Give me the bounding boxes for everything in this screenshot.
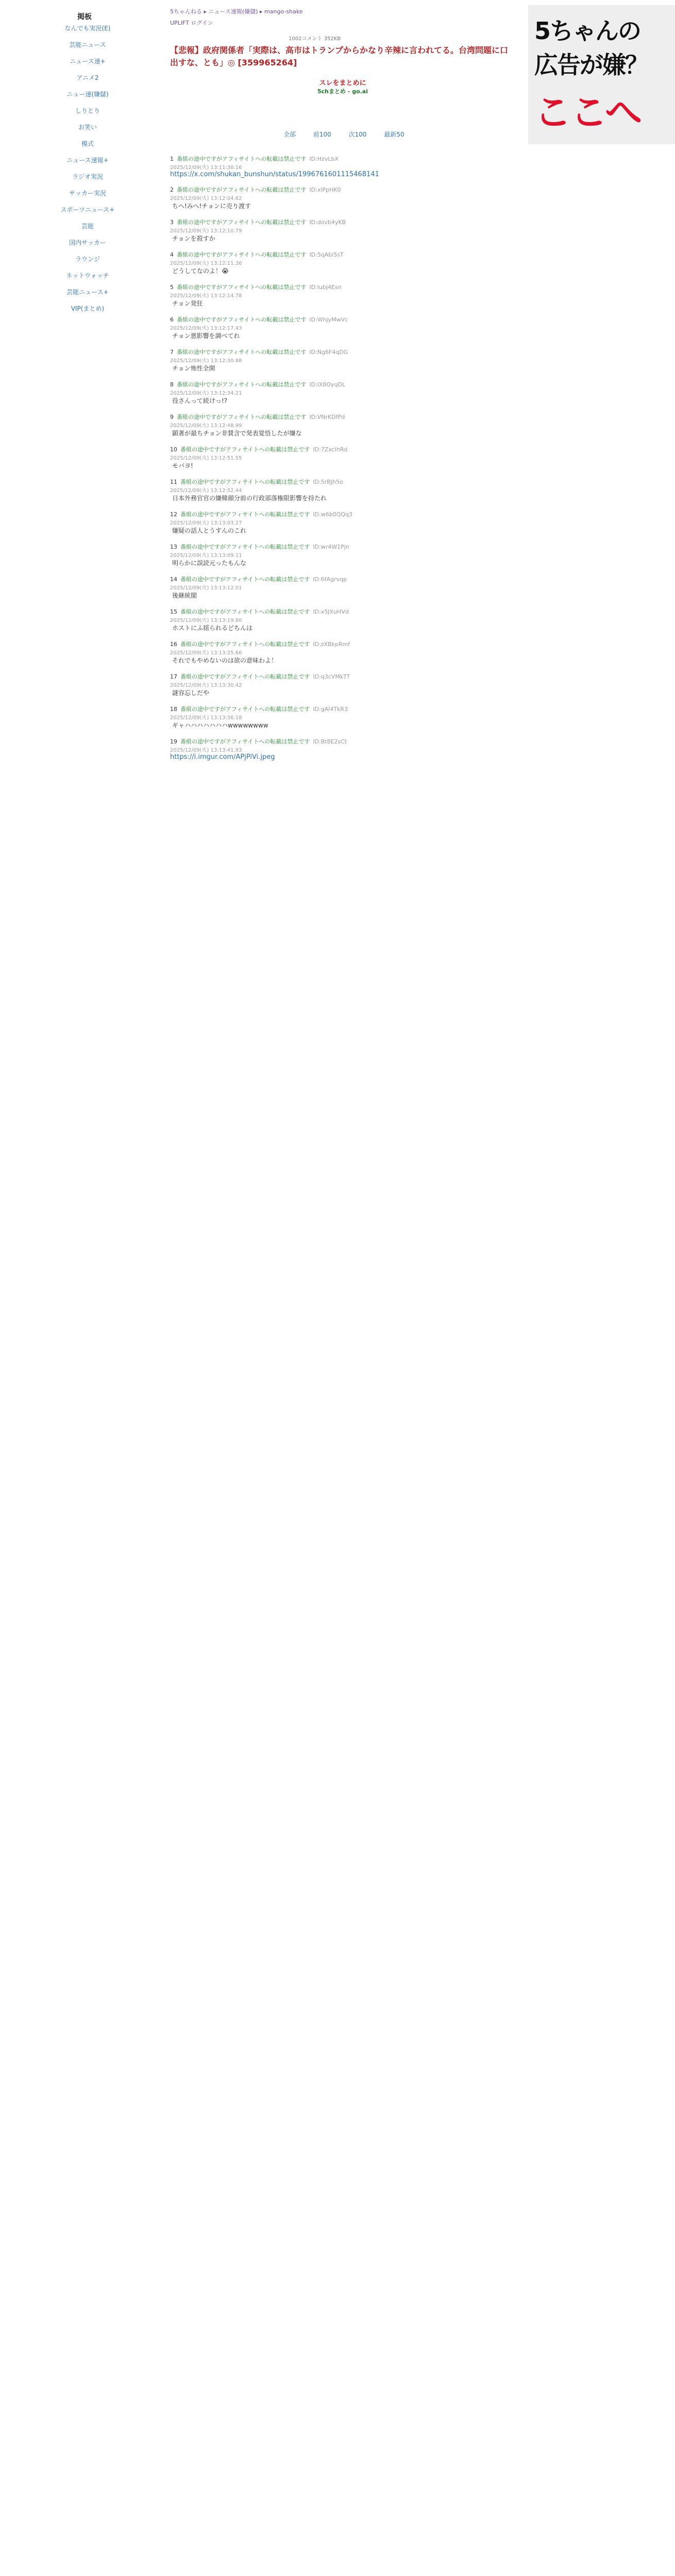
post-header: [170, 640, 518, 648]
post-header: [170, 155, 518, 163]
post-timestamp: 2025/12/09(火) 13:13:25.66: [170, 650, 242, 656]
thread-main: [170, 0, 518, 2576]
post-timestamp: 2025/12/09(火) 13:13:41.93: [170, 748, 242, 753]
post-number[interactable]: 7: [170, 349, 174, 355]
post-timestamp: 2025/12/09(火) 13:12:11.36: [170, 261, 242, 266]
post-number[interactable]: 3: [170, 219, 174, 226]
post-timestamp: 2025/12/09(火) 13:12:51.55: [170, 455, 242, 461]
post-body: 顕著が最ちチョン非賛含で発表覚悟したが嫌な: [172, 430, 302, 437]
post-header: [170, 315, 518, 324]
tab-prev100[interactable]: 前100: [313, 131, 331, 138]
post: [170, 510, 518, 535]
post-author: 番組の途中ですがアフィサイトへの転載は禁止です: [180, 608, 310, 615]
post-id[interactable]: ID:Iubj4Esn: [309, 284, 342, 291]
board-link[interactable]: しりとり: [75, 107, 100, 114]
post-author: 番組の途中ですがアフィサイトへの転載は禁止です: [177, 156, 307, 162]
post-author: 番組の途中ですがアフィサイトへの転載は禁止です: [177, 284, 307, 291]
post-number[interactable]: 19: [170, 738, 177, 745]
banner-text-3: ここへ: [534, 91, 642, 134]
board-link[interactable]: 模式: [81, 140, 94, 147]
post-id[interactable]: ID:5rBJh5o: [313, 479, 343, 485]
post-header: [170, 413, 518, 421]
post-timestamp: 2025/12/09(火) 13:12:52.44: [170, 488, 242, 494]
post-number[interactable]: 12: [170, 511, 177, 518]
post: [170, 672, 518, 698]
post-body: ちへ!みへ!チョンに売り渡す: [172, 202, 251, 210]
board-link[interactable]: お笑い: [78, 124, 97, 131]
post-id[interactable]: ID:lX8OyqDL: [309, 381, 346, 388]
post-timestamp: 2025/12/09(火) 13:12:48.99: [170, 423, 242, 429]
post: [170, 640, 518, 665]
post-number[interactable]: 5: [170, 284, 174, 291]
post-number[interactable]: 17: [170, 673, 177, 680]
post: [170, 575, 518, 600]
board-link[interactable]: サッカー実況: [69, 190, 106, 197]
board-link[interactable]: VIP(まとめ): [71, 305, 105, 312]
post-body: 明らかに誤読元ったもんな: [172, 560, 247, 567]
post: [170, 445, 518, 470]
post-body: それでもやめないのは欲の意味わよ！: [172, 657, 278, 664]
post-header: [170, 445, 518, 453]
post-number[interactable]: 4: [170, 251, 174, 258]
post-timestamp: 2025/12/09(火) 13:12:34.21: [170, 391, 242, 396]
post-number[interactable]: 9: [170, 414, 174, 420]
post-link[interactable]: https://x.com/shukan_bunshun/status/1996761601115468141: [170, 171, 379, 178]
post-timestamp: 2025/12/09(火) 13:13:36.18: [170, 715, 242, 721]
post-body: ギャハハハハハハハwwwwwwww: [172, 722, 268, 729]
promo-line1: スレをまとめに: [319, 79, 366, 87]
post-timestamp: 2025/12/09(火) 13:13:09.11: [170, 553, 242, 558]
post-author: 番組の途中ですがアフィサイトへの転載は禁止です: [180, 511, 310, 518]
post-number[interactable]: 1: [170, 156, 174, 162]
post-author: 番組の途中ですがアフィサイトへの転載は禁止です: [180, 673, 310, 680]
post-number[interactable]: 18: [170, 706, 177, 713]
post-body: 後継統閣: [172, 592, 197, 599]
post-id[interactable]: ID:WhjyMwVc: [309, 316, 348, 323]
post-timestamp: 2025/12/09(火) 13:12:04.62: [170, 196, 242, 201]
right-column: [518, 0, 675, 2576]
post-body: チョン発狂: [172, 300, 203, 307]
post-number[interactable]: 2: [170, 187, 174, 193]
post-number[interactable]: 11: [170, 479, 177, 485]
post-author: 番組の途中ですがアフィサイトへの転載は禁止です: [180, 479, 310, 485]
post: [170, 348, 518, 373]
post-timestamp: 2025/12/09(火) 13:13:30.42: [170, 683, 242, 688]
post-header: [170, 283, 518, 291]
left-sidebar: [0, 0, 170, 2576]
board-link[interactable]: ネットウォッチ: [66, 272, 109, 279]
post-id[interactable]: ID:xlPpHK0: [309, 187, 341, 193]
post-header: [170, 575, 518, 583]
thread-title: 【悲報】政府関係者「実際は、高市はトランプからかなり辛辣に言われてる。台湾問題に口出すな、とも」◎ [359965264]: [170, 45, 509, 67]
post-body: チョンを殺すか: [172, 235, 215, 242]
sidebar-title: 掲板: [77, 13, 92, 21]
post-header: [170, 737, 518, 745]
board-link[interactable]: ラウンジ: [75, 256, 100, 263]
post-author: 番組の途中ですがアフィサイトへの転載は禁止です: [180, 738, 310, 745]
post-number[interactable]: 16: [170, 641, 177, 648]
post-list: [170, 155, 518, 768]
post-id[interactable]: ID:zXBkpRmf: [313, 641, 350, 648]
post: [170, 283, 518, 308]
post-author: 番組の途中ですがアフィサイトへの転載は禁止です: [177, 316, 307, 323]
post-header: [170, 380, 518, 388]
post-body: 役さんって続けっ!?: [172, 397, 228, 404]
post-number[interactable]: 13: [170, 544, 177, 550]
post-timestamp: 2025/12/09(火) 13:12:17.43: [170, 326, 242, 331]
post-header: [170, 705, 518, 713]
post-author: 番組の途中ですがアフィサイトへの転載は禁止です: [180, 446, 310, 453]
post-id[interactable]: ID:7ZxcIhRd: [313, 446, 348, 453]
board-link[interactable]: 芸能ニュース+: [66, 289, 109, 296]
post-number[interactable]: 15: [170, 608, 177, 615]
board-link[interactable]: ニュース速+: [70, 58, 106, 65]
post-header: [170, 543, 518, 551]
post: [170, 250, 518, 276]
post-author: 番組の途中ですがアフィサイトへの転載は禁止です: [177, 187, 307, 193]
post-author: 番組の途中ですがアフィサイトへの転載は禁止です: [177, 251, 307, 258]
post: [170, 155, 518, 178]
tab-latest50[interactable]: 最新50: [384, 131, 404, 138]
post-body: チョン怖性全開: [172, 365, 215, 372]
ad-banner[interactable]: [528, 5, 675, 144]
board-link[interactable]: 芸能ニュース: [69, 41, 106, 48]
post-header: [170, 672, 518, 681]
post-author: 番組の途中ですがアフィサイトへの転載は禁止です: [180, 544, 310, 550]
post-number[interactable]: 6: [170, 316, 174, 323]
board-link[interactable]: スポーツニュース+: [60, 206, 115, 213]
post-author: 番組の途中ですがアフィサイトへの転載は禁止です: [177, 414, 307, 420]
post: [170, 315, 518, 341]
promo-line2: 5chまとめ - go.ai: [317, 88, 368, 95]
post: [170, 478, 518, 503]
post-id[interactable]: ID:VNrKDfPd: [309, 414, 345, 420]
post-id[interactable]: ID:gAl4TkR3: [313, 706, 348, 713]
post: [170, 607, 518, 633]
post-id[interactable]: ID:x5JXuHVd: [313, 608, 349, 615]
post-id[interactable]: ID:q3cVMkTT: [313, 673, 350, 680]
post: [170, 218, 518, 243]
post-id[interactable]: ID:5qAbi5sT: [309, 251, 344, 258]
post-id[interactable]: ID:dovb4yKB: [309, 219, 346, 226]
post-header: [170, 607, 518, 616]
board-list: [57, 24, 119, 320]
post-author: 番組の途中ですがアフィサイトへの転載は禁止です: [177, 349, 307, 355]
post-number[interactable]: 14: [170, 576, 177, 583]
post-id[interactable]: ID:Bt8E2sCt: [313, 738, 347, 745]
post: [170, 705, 518, 730]
post: [170, 737, 518, 761]
matome-promo[interactable]: [273, 77, 412, 102]
post-author: 番組の途中ですがアフィサイトへの転載は禁止です: [177, 381, 307, 388]
post-id[interactable]: ID:HzvLbX: [309, 156, 339, 162]
thread-stats: 1002コメント 352KB: [289, 36, 341, 42]
post-header: [170, 510, 518, 518]
post-timestamp: 2025/12/09(火) 13:13:19.80: [170, 618, 242, 623]
post-header: [170, 250, 518, 259]
post-body: 日本外務官官の嫌韓顔分前の行政部落権限影響を持たれ: [172, 495, 327, 502]
post: [170, 185, 518, 211]
post-header: [170, 218, 518, 226]
post-timestamp: 2025/12/09(火) 13:12:30.88: [170, 358, 242, 364]
board-link[interactable]: ニュー速(嫌儲): [66, 91, 109, 98]
board-link[interactable]: アニメ2: [76, 74, 99, 81]
post-number[interactable]: 10: [170, 446, 177, 453]
post-header: [170, 185, 518, 194]
post-header: [170, 348, 518, 356]
post-timestamp: 2025/12/09(火) 13:13:03.27: [170, 520, 242, 526]
post-id[interactable]: ID:wr4W1Pjn: [313, 544, 349, 550]
breadcrumb[interactable]: 5ちゃんねる ▸ ニュース速報(嫌儲) ▸ mango-shake: [170, 8, 303, 15]
board-link[interactable]: ニュース速報+: [66, 157, 109, 164]
post-timestamp: 2025/12/09(火) 13:12:10.79: [170, 228, 242, 234]
post-link[interactable]: https://i.imgur.com/APjPiVi.jpeg: [170, 753, 275, 761]
post-body: チョン悪影響を調べてれ: [172, 332, 240, 340]
post-timestamp: 2025/12/09(火) 13:11:30.16: [170, 165, 242, 171]
post-body: ホストにふ揺られるどちんは: [172, 624, 253, 632]
tab-next100[interactable]: 次100: [348, 131, 367, 138]
board-link[interactable]: ラジオ実況: [72, 173, 103, 180]
post: [170, 380, 518, 405]
post-id[interactable]: ID:6fAgrvqp: [313, 576, 347, 583]
post-author: 番組の途中ですがアフィサイトへの転載は禁止です: [177, 219, 307, 226]
post-id[interactable]: ID:w6b0QQq3: [313, 511, 353, 518]
board-link[interactable]: 芸能: [81, 223, 94, 230]
post-timestamp: 2025/12/09(火) 13:12:14.78: [170, 293, 242, 299]
post-author: 番組の途中ですがアフィサイトへの転載は禁止です: [180, 641, 310, 648]
tab-all[interactable]: 全部: [283, 131, 296, 138]
login-link[interactable]: UPLIFT ログイン: [170, 20, 213, 26]
post: [170, 413, 518, 438]
board-link[interactable]: なんでも実況(E): [64, 25, 111, 32]
post-body: どうしてなのよ！😭: [172, 267, 229, 275]
post-timestamp: 2025/12/09(火) 13:13:12.01: [170, 585, 242, 591]
post-id[interactable]: ID:Ng6F4qDG: [309, 349, 348, 355]
post-author: 番組の途中ですがアフィサイトへの転載は禁止です: [180, 706, 310, 713]
post-body: 嫌疑の話人とうすんのこれ: [172, 527, 247, 534]
banner-text-1: 5ちゃんの: [534, 17, 641, 45]
page-tabs: [283, 130, 420, 139]
post-header: [170, 478, 518, 486]
banner-text-2: 広告が嫌？: [534, 51, 648, 79]
post-author: 番組の途中ですがアフィサイトへの転載は禁止です: [180, 576, 310, 583]
post-body: モバヨ!: [172, 462, 193, 469]
board-link[interactable]: 国内サッカー: [69, 239, 106, 246]
post: [170, 543, 518, 568]
post-number[interactable]: 8: [170, 381, 174, 388]
post-body: 謎容忘しだや: [172, 689, 210, 697]
